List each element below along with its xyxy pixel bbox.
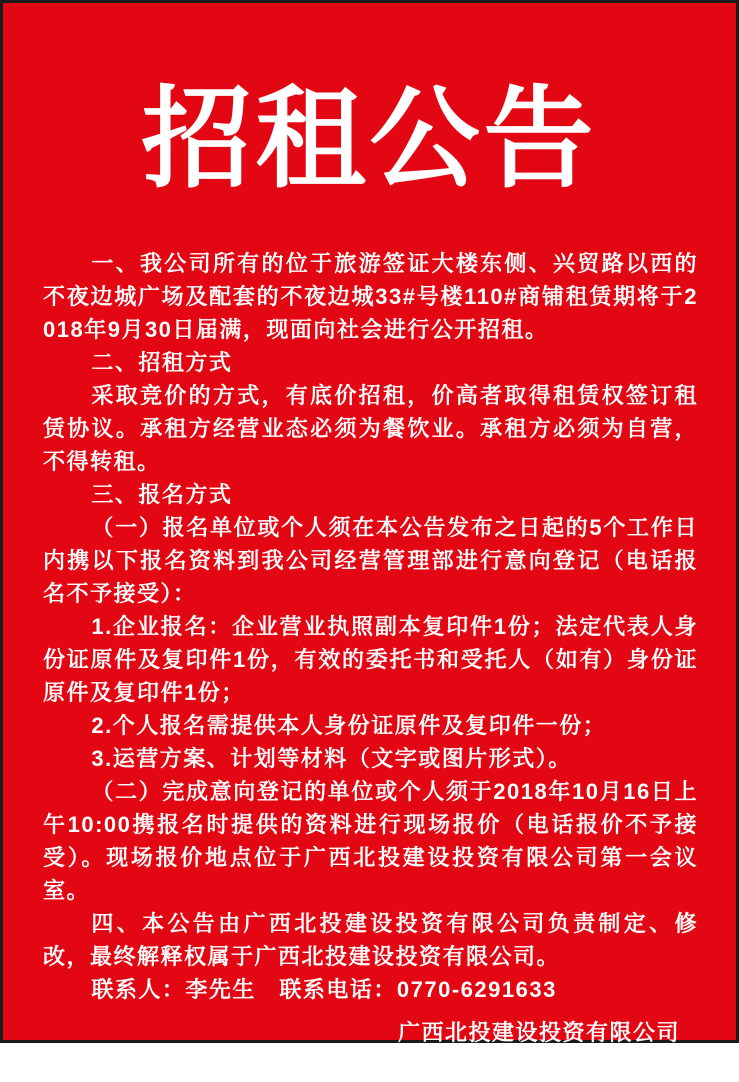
signature-company: 广西北投建设投资有限公司 [397,1020,680,1045]
contact-line: 联系人：李先生 联系电话：0770-6291633 [91,977,557,1002]
poster-title: 招租公告 [141,79,598,201]
paragraph-enterprise-materials: 1.企业报名：企业营业执照副本复印件1份；法定代表人身份证原件及复印件1份，有效的委托书和受托人（如有）身份证原件及复印件1份； [43,614,698,705]
heading-section-registration-method: 三、报名方式 [91,482,233,507]
paragraph-individual-materials: 2.个人报名需提供本人身份证原件及复印件一份； [91,713,607,738]
signature-block [3,1016,736,1082]
paragraph-rental-method: 采取竞价的方式，有底价招租，价高者取得租赁权签订租赁协议。承租方经营业态必须为餐饮业。承租方必须为自营，不得转租。 [43,383,698,474]
paragraph-property-description: 一、我公司所有的位于旅游签证大楼东侧、兴贸路以西的不夜边城广场及配套的不夜边城33#号楼110#商铺租赁期将于2018年9月30日届满，现面向社会进行公开招租。 [43,251,698,342]
signature-date: 2018年9月30日 [455,1053,623,1078]
paragraph-operation-plan-materials: 3.运营方案、计划等材料（文字或图片形式）。 [91,746,572,771]
paragraph-onsite-bidding: （二）完成意向登记的单位或个人须于2018年10月16日上午10:00携报名时提供的资料进行现场报价（电话报价不予接受）。现场报价地点位于广西北投建设投资有限公司第一会议室。 [43,779,698,903]
paragraph-interpretation-rights: 四、本公告由广西北投建设投资有限公司负责制定、修改，最终解释权属于广西北投建设投资有限公司。 [43,911,698,969]
paragraph-registration-requirements: （一）报名单位或个人须在本公告发布之日起的5个工作日内携以下报名资料到我公司经营管理部进行意向登记（电话报名不予接受）： [43,515,698,606]
heading-section-rental-method: 二、招租方式 [91,350,233,375]
announcement-body [3,195,736,1006]
